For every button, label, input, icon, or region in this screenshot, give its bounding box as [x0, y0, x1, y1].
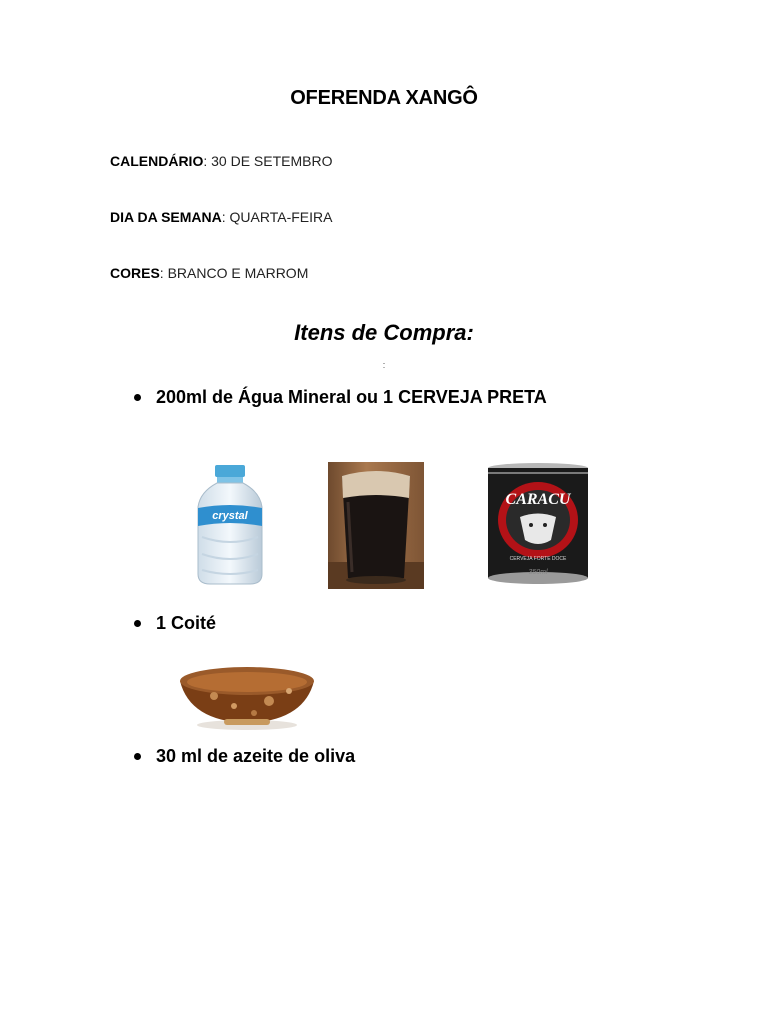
separator-text: : — [382, 360, 386, 370]
beer-can-image — [485, 462, 591, 589]
list-item-text: 1 Coité — [156, 613, 217, 633]
calendar-value: : 30 DE SETEMBRO — [203, 153, 333, 169]
water-brand-text: crystal — [212, 510, 248, 522]
coite-bowl-image — [174, 651, 320, 733]
list-item-text: 200ml de Água Mineral ou 1 CERVEJA PRETA — [156, 387, 547, 407]
colors-label: CORES — [110, 265, 160, 281]
page-title: OFERENDA XANGÔ — [290, 87, 478, 109]
colors-field — [110, 265, 308, 281]
can-volume-text: 350ml — [528, 569, 548, 576]
colors-value: : BRANCO E MARROM — [159, 265, 309, 281]
can-subtext: CERVEJA FORTE DOCE — [509, 556, 567, 562]
dark-beer-image — [328, 462, 424, 589]
section-title: Itens de Compra: — [294, 320, 474, 345]
weekday-field — [110, 209, 332, 225]
list-item-coite — [134, 613, 216, 634]
calendar-field — [110, 153, 333, 169]
list-item-text: 30 ml de azeite de oliva — [156, 746, 356, 766]
bullet-icon — [134, 753, 141, 760]
can-brand-text: CARACU — [505, 491, 571, 508]
list-item-water-beer — [134, 387, 547, 408]
weekday-value: : QUARTA-FEIRA — [221, 209, 333, 225]
water-bottle-image — [190, 462, 270, 588]
calendar-label: CALENDÁRIO — [110, 153, 204, 169]
bullet-icon — [134, 394, 141, 401]
list-item-azeite — [134, 746, 355, 767]
weekday-label: DIA DA SEMANA — [110, 209, 222, 225]
bullet-icon — [134, 620, 141, 627]
